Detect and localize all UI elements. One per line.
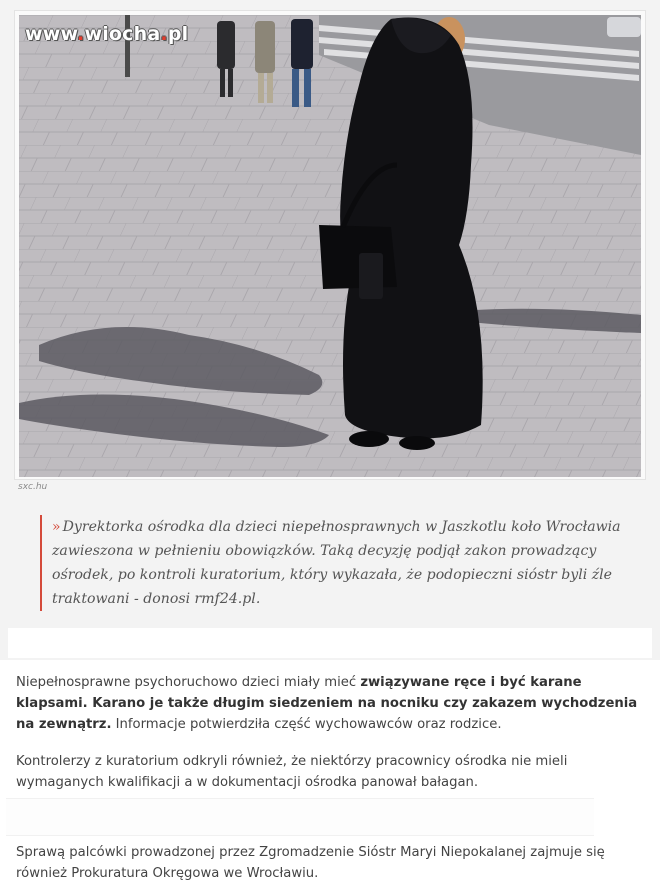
- watermark-dot: .: [160, 23, 168, 45]
- article-paragraph-2: Kontrolerzy z kuratorium odkryli również, że niektórzy pracownicy ośrodka nie mieli wymaganych kwalifikacji a w dokumentacji ośrodka panował bałagan.: [16, 754, 568, 790]
- article-photo-frame: [14, 10, 646, 480]
- article-body: [0, 660, 660, 890]
- lead-text: Dyrektorka ośrodka dla dzieci niepełnosprawnych w Jaszkotlu koło Wrocławia zawieszona w pełnieniu obowiązków. Taką decyzję podjął zakon prowadzący ośrodek, po kontroli kuratorium, który wykazała, że podopieczni sióstr byli źle traktowani - donosi rmf24.pl.: [52, 519, 621, 607]
- paragraph-text: Informacje potwierdziła część wychowawców oraz rodzice.: [111, 717, 502, 732]
- separator-bar: [8, 628, 652, 658]
- article-paragraph-3: Sprawą palcówki prowadzonej przez Zgromadzenie Sióstr Maryi Niepokalanej zajmuje się również Prokuratura Okręgowa we Wrocławiu.: [16, 845, 605, 881]
- watermark-dot: .: [77, 23, 85, 45]
- photo-credit: sxc.hu: [18, 482, 48, 492]
- paragraph-bold-text: związywane ręce i być karane klapsami. Karano je także długim siedzeniem na nocniku czy zakazem wychodzenia na zewnątrz.: [16, 675, 638, 732]
- nun-photo-illustration: [19, 15, 641, 477]
- quote-mark-icon: »: [52, 519, 61, 535]
- lead-paragraph: [52, 515, 636, 611]
- watermark-suffix: pl: [167, 23, 189, 45]
- lead-quote-block: [40, 515, 636, 611]
- article-paragraph-1: [16, 672, 646, 735]
- paragraph-text: Niepełnosprawne psychoruchowo dzieci miały mieć: [16, 675, 361, 690]
- site-watermark: [25, 23, 188, 45]
- article-photo: [19, 15, 641, 477]
- watermark-prefix: www: [25, 23, 78, 45]
- ad-placeholder: [6, 798, 594, 836]
- watermark-middle: wiocha: [84, 23, 161, 45]
